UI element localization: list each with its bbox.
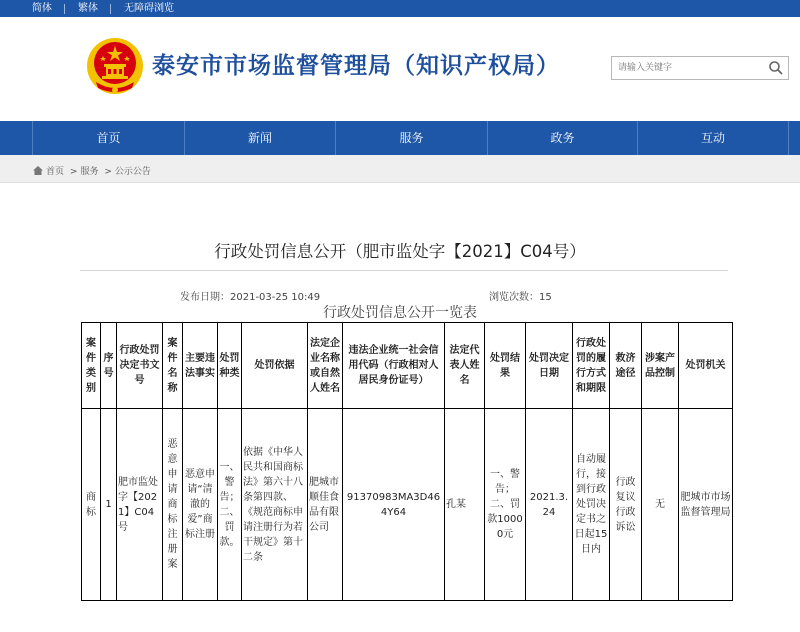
national-emblem-icon[interactable] bbox=[86, 36, 144, 96]
cell-credit-code: 91370983MA3D464Y64 bbox=[343, 409, 445, 601]
nav-item-government-affairs[interactable]: 政务 bbox=[550, 131, 575, 145]
cell-entity-name: 肥城市顺佳食品有限公司 bbox=[308, 409, 343, 601]
penalty-table bbox=[81, 322, 733, 601]
traditional-chinese-link[interactable]: 繁体 bbox=[78, 3, 98, 14]
header-case-name: 案件名称 bbox=[163, 323, 183, 409]
nav-item-news[interactable]: 新闻 bbox=[247, 131, 272, 145]
breadcrumb-separator: > bbox=[69, 167, 78, 177]
header-penalty-type: 处罚种类 bbox=[218, 323, 242, 409]
cell-serial-number: 1 bbox=[101, 409, 117, 601]
cell-penalty-result: 一、警告；二、罚款10000元 bbox=[485, 409, 526, 601]
view-count bbox=[489, 288, 552, 303]
breadcrumb bbox=[33, 164, 151, 177]
publish-date bbox=[180, 288, 320, 303]
cell-violation-facts: 恶意申请“清澈的爱”商标注册 bbox=[183, 409, 218, 601]
publish-date-label: 发布日期： bbox=[180, 292, 230, 303]
header-serial-number: 序号 bbox=[101, 323, 117, 409]
header-decision-number: 行政处罚决定书文号 bbox=[117, 323, 163, 409]
nav-divider bbox=[788, 121, 789, 155]
header-legal-representative: 法定代表人姓名 bbox=[445, 323, 485, 409]
header-product-control: 涉案产品控制 bbox=[642, 323, 679, 409]
nav-item-home[interactable]: 首页 bbox=[96, 131, 121, 145]
header-decision-date: 处罚决定日期 bbox=[526, 323, 573, 409]
header-violation-facts: 主要违法事实 bbox=[183, 323, 218, 409]
breadcrumb-home[interactable]: 首页 bbox=[46, 167, 65, 177]
header-fulfillment-method: 行政处罚的履行方式和期限 bbox=[573, 323, 610, 409]
nav-item-services[interactable]: 服务 bbox=[399, 131, 424, 145]
nav-item-interaction[interactable]: 互动 bbox=[700, 131, 725, 145]
cell-decision-date: 2021.3.24 bbox=[526, 409, 573, 601]
cell-case-category: 商标 bbox=[82, 409, 101, 601]
breadcrumb-bar bbox=[0, 155, 800, 183]
divider bbox=[64, 4, 65, 14]
top-utility-bar bbox=[0, 0, 800, 17]
site-header bbox=[0, 17, 800, 121]
breadcrumb-separator: > bbox=[104, 167, 112, 177]
breadcrumb-services[interactable]: 服务 bbox=[80, 167, 99, 177]
view-count-label: 浏览次数： bbox=[489, 292, 539, 303]
cell-fulfillment-method: 自动履行，接到行政处罚决定书之日起15日内 bbox=[573, 409, 610, 601]
article-title: 行政处罚信息公开（肥市监处字【2021】C04号） bbox=[214, 242, 586, 261]
accessible-browsing-link[interactable]: 无障碍浏览 bbox=[124, 3, 174, 14]
cell-product-control: 无 bbox=[642, 409, 679, 601]
search-box bbox=[611, 56, 789, 80]
main-nav bbox=[0, 121, 800, 155]
table-row bbox=[82, 409, 733, 601]
header-remedy: 救济途径 bbox=[610, 323, 642, 409]
simplified-chinese-link[interactable]: 简体 bbox=[32, 3, 52, 14]
view-count-value: 15 bbox=[539, 292, 552, 303]
search-input[interactable] bbox=[612, 57, 762, 79]
header-penalty-basis: 处罚依据 bbox=[242, 323, 308, 409]
cell-remedy: 行政复议 行政诉讼 bbox=[610, 409, 642, 601]
header-penalty-result: 处罚结果 bbox=[485, 323, 526, 409]
site-title: 泰安市市场监督管理局（知识产权局） bbox=[152, 53, 560, 79]
divider bbox=[110, 4, 111, 14]
header-entity-name: 法定企业名称或自然人姓名 bbox=[308, 323, 343, 409]
home-icon bbox=[33, 166, 43, 175]
cell-penalty-basis: 依据《中华人民共和国商标法》第六十八条第四款、《规范商标申请注册行为若干规定》第十二条 bbox=[242, 409, 308, 601]
breadcrumb-notice[interactable]: 公示公告 bbox=[114, 167, 151, 177]
search-icon[interactable] bbox=[768, 60, 784, 76]
table-caption: 行政处罚信息公开一览表 bbox=[323, 305, 477, 321]
table-header-row bbox=[82, 323, 733, 409]
title-divider bbox=[80, 270, 728, 271]
header-credit-code: 违法企业统一社会信用代码（行政相对人居民身份证号） bbox=[343, 323, 445, 409]
cell-legal-representative: 孔某 bbox=[445, 409, 485, 601]
header-penalty-authority: 处罚机关 bbox=[679, 323, 733, 409]
cell-penalty-type: 一、警告；二、罚款。 bbox=[218, 409, 242, 601]
publish-date-value: 2021-03-25 10:49 bbox=[230, 292, 321, 303]
cell-penalty-authority: 肥城市市场监督管理局 bbox=[679, 409, 733, 601]
header-case-category: 案件类别 bbox=[82, 323, 101, 409]
cell-decision-number: 肥市监处字【2021】C04号 bbox=[117, 409, 163, 601]
cell-case-name: 恶意申请商标注册案 bbox=[163, 409, 183, 601]
